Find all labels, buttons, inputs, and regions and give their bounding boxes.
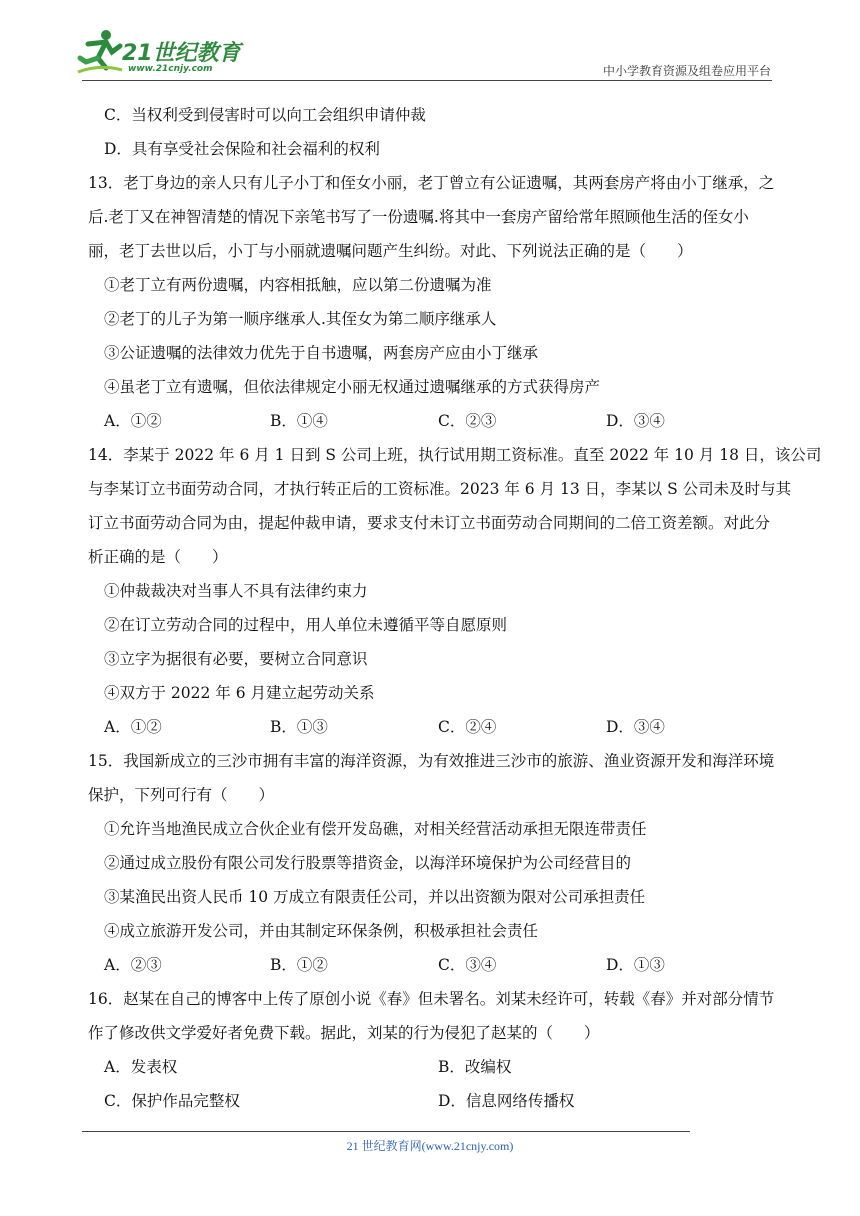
q14-stem-line: 与李某订立书面劳动合同，才执行转正后的工资标准。2023 年 6 月 13 日，李某以 S 公司未及时与其 bbox=[88, 480, 792, 498]
q14-option-a: A．①② bbox=[104, 718, 162, 736]
q13-stem-line: 13．老丁身边的亲人只有儿子小丁和侄女小丽，老丁曾立有公证遗嘱，其两套房产将由小丁继承，之 bbox=[88, 174, 775, 192]
q15-option-c: C．③④ bbox=[438, 956, 497, 974]
q14-statement-3: ③立字为据很有必要，要树立合同意识 bbox=[104, 650, 368, 668]
runner-logo-icon bbox=[76, 28, 124, 74]
logo-url: www.21cnjy.com bbox=[128, 64, 213, 74]
q14-stem-line: 订立书面劳动合同为由，提起仲裁申请，要求支付未订立书面劳动合同期间的二倍工资差额。对此分 bbox=[88, 514, 771, 532]
q13-option-b: B．①④ bbox=[270, 412, 328, 430]
q15-stem-line: 保护，下列可行有（ ） bbox=[88, 786, 275, 804]
q13-stem-line: 丽，老丁去世以后，小丁与小丽就遗嘱问题产生纠纷。对此、下列说法正确的是（ ） bbox=[88, 242, 693, 260]
site-logo[interactable] bbox=[76, 28, 266, 80]
q14-statement-4: ④双方于 2022 年 6 月建立起劳动关系 bbox=[104, 684, 375, 702]
q13-option-d: D．③④ bbox=[606, 412, 665, 430]
page-header bbox=[0, 0, 860, 82]
q15-option-a: A．②③ bbox=[104, 956, 162, 974]
q15-statement-1: ①允许当地渔民成立合伙企业有偿开发岛礁，对相关经营活动承担无限连带责任 bbox=[104, 820, 647, 838]
platform-name: 中小学教育资源及组卷应用平台 bbox=[602, 64, 771, 78]
q13-statement-4: ④虽老丁立有遗嘱，但依法律规定小丽无权通过遗嘱继承的方式获得房产 bbox=[104, 378, 601, 396]
q14-option-c: C．②④ bbox=[438, 718, 497, 736]
q16-stem-line: 作了修改供文学爱好者免费下载。据此，刘某的行为侵犯了赵某的（ ） bbox=[88, 1024, 600, 1042]
q16-option-c: C．保护作品完整权 bbox=[104, 1092, 240, 1110]
header-divider bbox=[82, 80, 772, 81]
q12-option-c: C．当权利受到侵害时可以向工会组织申请仲裁 bbox=[104, 106, 426, 124]
q16-option-a: A．发表权 bbox=[104, 1058, 178, 1076]
q15-option-b: B．①② bbox=[270, 956, 328, 974]
q14-stem-line: 14．李某于 2022 年 6 月 1 日到 S 公司上班，执行试用期工资标准。直至 2022 年 10 月 18 日，该公司 bbox=[88, 446, 822, 464]
q14-option-d: D．③④ bbox=[606, 718, 665, 736]
q15-statement-4: ④成立旅游开发公司，并由其制定环保条例，积极承担社会责任 bbox=[104, 922, 539, 940]
footer-link[interactable]: 21 世纪教育网(www.21cnjy.com) bbox=[346, 1139, 514, 1153]
q15-stem-line: 15．我国新成立的三沙市拥有丰富的海洋资源，为有效推进三沙市的旅游、渔业资源开发和海洋环境 bbox=[88, 752, 775, 770]
q14-statement-1: ①仲裁裁决对当事人不具有法律约束力 bbox=[104, 582, 368, 600]
q14-stem-line: 析正确的是（ ） bbox=[88, 548, 228, 566]
logo-text: 21世纪教育 bbox=[122, 41, 241, 66]
q16-option-d: D．信息网络传播权 bbox=[438, 1092, 575, 1110]
q16-stem-line: 16．赵某在自己的博客中上传了原创小说《春》但未署名。刘某未经许可，转载《春》并对部分情节 bbox=[88, 990, 775, 1008]
q13-statement-2: ②老丁的儿子为第一顺序继承人.其侄女为第二顺序继承人 bbox=[104, 310, 497, 328]
q13-option-c: C．②③ bbox=[438, 412, 497, 430]
q12-option-d: D．具有享受社会保险和社会福利的权利 bbox=[104, 140, 380, 158]
q13-statement-3: ③公证遗嘱的法律效力优先于自书遗嘱，两套房产应由小丁继承 bbox=[104, 344, 539, 362]
q15-statement-2: ②通过成立股份有限公司发行股票等措资金，以海洋环境保护为公司经营目的 bbox=[104, 854, 632, 872]
q13-option-a: A．①② bbox=[104, 412, 162, 430]
q13-stem-line: 后.老丁又在神智清楚的情况下亲笔书写了一份遗嘱.将其中一套房产留给常年照顾他生活的侄女小 bbox=[88, 208, 749, 226]
q15-statement-3: ③某渔民出资人民币 10 万成立有限责任公司，并以出资额为限对公司承担责任 bbox=[104, 888, 646, 906]
q16-option-b: B．改编权 bbox=[438, 1058, 512, 1076]
q13-statement-1: ①老丁立有两份遗嘱，内容相抵触，应以第二份遗嘱为准 bbox=[104, 276, 492, 294]
q15-option-d: D．①③ bbox=[606, 956, 665, 974]
footer-divider bbox=[82, 1131, 690, 1132]
q14-statement-2: ②在订立劳动合同的过程中，用人单位未遵循平等自愿原则 bbox=[104, 616, 508, 634]
q14-option-b: B．①③ bbox=[270, 718, 328, 736]
